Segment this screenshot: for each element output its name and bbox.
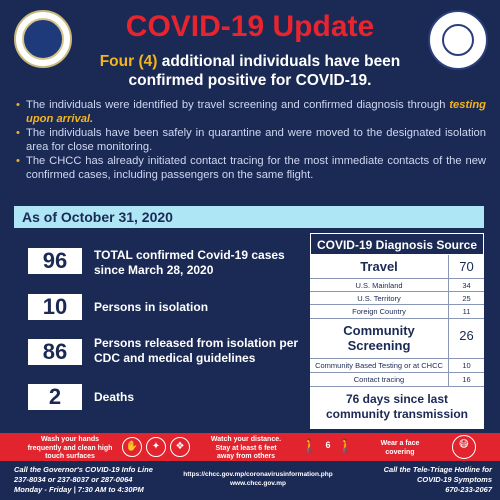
days-since-line1: 76 days since last — [345, 392, 449, 406]
info-line-hours: Monday - Friday | 7:30 AM to 4:30PM — [14, 485, 144, 494]
headline-line1: additional individuals have been — [157, 53, 401, 70]
tip-text: touch surfaces — [45, 453, 95, 460]
diagnosis-header: COVID-19 Diagnosis Source — [310, 233, 484, 255]
hotline-phone: 670-233-2067 — [445, 485, 492, 494]
chcc-website-link[interactable]: www.chcc.gov.mp — [230, 480, 286, 487]
tip-text: away from others — [217, 453, 275, 460]
bullet-item — [16, 98, 486, 126]
info-line-phone: 237-8034 or 237-8037 or 287-0064 — [14, 475, 133, 484]
headline-line2: confirmed positive for COVID-19. — [128, 72, 372, 89]
person-icon: 🚶 — [301, 438, 319, 453]
row-label: Foreign Country — [352, 307, 406, 316]
governor-info-line — [14, 465, 184, 495]
website-links — [178, 470, 338, 488]
community-label — [310, 323, 448, 353]
hotline-text: COVID-19 Symptoms — [416, 475, 492, 484]
stat-isolation-value: 10 — [28, 294, 82, 320]
bullet-text: The individuals have been safely in quarantine and were moved to the designated isolation area for close monitoring. — [26, 127, 486, 153]
tip-text: Wear a face — [380, 440, 420, 447]
tip-face-covering — [370, 440, 430, 457]
covid-info-link[interactable]: https://chcc.gov.mp/coronavirusinformation.php — [183, 471, 333, 478]
headline — [70, 52, 430, 90]
days-since-line2: community transmission — [325, 407, 469, 421]
spray-icon: ✦ — [146, 437, 166, 457]
stat-released-value: 86 — [28, 339, 82, 365]
row-label: Contact tracing — [353, 375, 405, 384]
info-line-text: Call the Governor's COVID-19 Info Line — [14, 465, 153, 474]
row-label: U.S. Territory — [357, 294, 401, 303]
hands-icon: ✋ — [122, 437, 142, 457]
stat-isolation-label: Persons in isolation — [94, 300, 209, 314]
row-label: Community Based Testing or at CHCC — [315, 361, 443, 370]
bullet-text: The individuals were identified by travel screening and confirmed diagnosis through — [26, 99, 450, 111]
tip-wash-hands — [10, 436, 130, 462]
community-value: 26 — [448, 319, 484, 358]
six-feet-icon: 6 — [325, 440, 331, 450]
row-value: 16 — [448, 373, 484, 386]
table-row — [310, 359, 484, 373]
community-label-line1: Community — [343, 323, 415, 338]
contact-footer — [0, 461, 500, 500]
bullet-item — [16, 154, 486, 182]
community-label-line2: Screening — [347, 338, 411, 353]
tip-distance — [196, 436, 296, 462]
wash-icon: ❖ — [170, 437, 190, 457]
page-title: COVID-19 Update — [125, 10, 375, 43]
row-value: 11 — [448, 305, 484, 318]
row-value: 34 — [448, 279, 484, 291]
stat-total-cases-label: TOTAL confirmed Covid-19 cases since March 28, 2020 — [94, 248, 285, 277]
travel-row — [310, 255, 484, 279]
bullet-text: The CHCC has already initiated contact tracing for the most immediate contacts of the new confirmed cases, including passengers on the same flight. — [26, 155, 486, 181]
table-row — [310, 279, 484, 292]
tip-text: Watch your distance. — [210, 436, 282, 443]
row-value: 10 — [448, 359, 484, 372]
chcc-seal-logo — [428, 10, 488, 70]
face-mask-icon: 😷 — [452, 435, 476, 459]
tele-triage-hotline — [352, 465, 492, 495]
table-row — [310, 292, 484, 305]
travel-label: Travel — [360, 259, 398, 274]
tip-text: Wash your hands — [40, 436, 100, 443]
table-row — [310, 305, 484, 319]
community-row — [310, 319, 484, 359]
row-label: U.S. Mainland — [355, 281, 403, 290]
tip-text: covering — [385, 448, 415, 456]
tip-text: frequently and clean high — [27, 444, 113, 452]
bullet-item — [16, 126, 486, 154]
headline-accent: Four (4) — [99, 53, 158, 70]
table-row — [310, 373, 484, 387]
person-icon: 🚶 — [337, 438, 355, 453]
as-of-date-bar: As of October 31, 2020 — [14, 206, 484, 228]
stat-deaths-value: 2 — [28, 384, 82, 410]
health-tips-band — [0, 433, 500, 461]
travel-value: 70 — [448, 255, 484, 278]
bullet-list — [16, 98, 486, 182]
stat-total-cases-value: 96 — [28, 248, 82, 274]
days-since-transmission — [310, 387, 484, 429]
stat-released-label: Persons released from isolation per CDC and medical guidelines — [94, 336, 299, 365]
bullet-highlight: testing upon arrival. — [26, 99, 486, 125]
hotline-text: Call the Tele-Triage Hotline for — [383, 465, 492, 474]
diagnosis-source-table — [310, 233, 484, 429]
stat-deaths-label: Deaths — [94, 390, 135, 404]
row-value: 25 — [448, 292, 484, 304]
tip-text: Stay at least 6 feet — [215, 444, 277, 452]
